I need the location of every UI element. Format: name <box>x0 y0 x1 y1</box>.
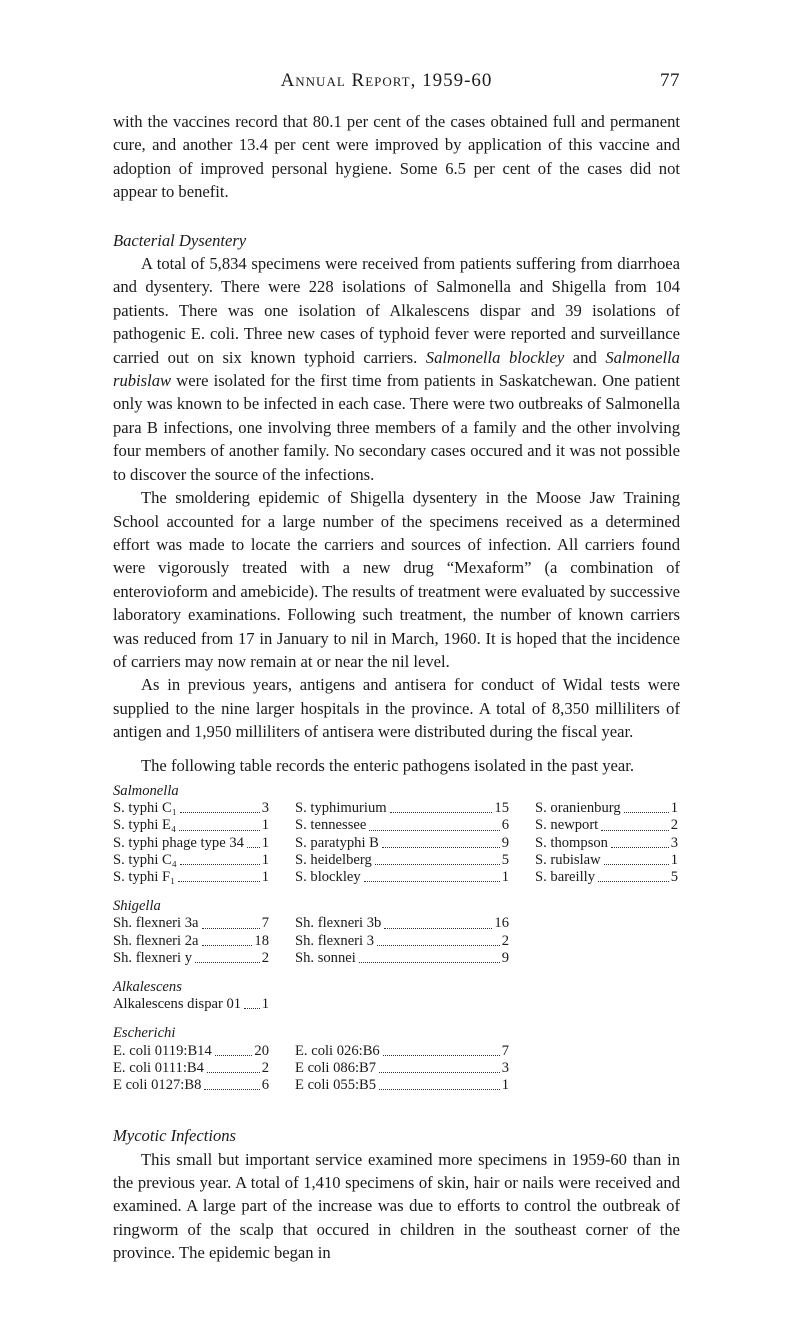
paragraph-vaccines: with the vaccines record that 80.1 per cent of the cases obtained full and permanent cure, and another 13.4 per cent were improved by application of this vaccine and adoption of improved personal hygiene. Some 6.5 per cent of the cases did not appear to benefit. <box>113 112 680 202</box>
pathogen-name: E. coli 0119:B14 <box>113 1042 212 1059</box>
table-row <box>113 915 680 932</box>
isolation-count: 20 <box>254 1042 269 1059</box>
isolation-count: 9 <box>501 834 509 851</box>
dot-leader <box>382 835 500 848</box>
pathogen-entry <box>295 800 509 817</box>
paragraph-antigens: As in previous years, antigens and antisera for conduct of Widal tests were supplied to the nine larger hospitals in the province. A total of 8,350 milliliters of antigen and 1,950 milliliters of antisera were distributed during the fiscal year. <box>113 675 680 742</box>
pathogen-entry <box>113 915 269 932</box>
dot-leader <box>364 869 500 882</box>
table-category-alkalescens: Alkalescens <box>113 979 182 995</box>
pathogen-entry <box>113 1043 269 1060</box>
dot-leader <box>215 1043 253 1056</box>
table-row <box>113 817 680 834</box>
dot-leader <box>179 817 260 830</box>
pathogen-name: S. heidelberg <box>295 851 372 868</box>
dot-leader <box>379 1060 500 1073</box>
pathogen-name: S. typhi phage type 34 <box>113 834 244 851</box>
isolation-count: 1 <box>261 868 269 885</box>
isolation-count: 5 <box>670 868 678 885</box>
table-row <box>113 835 680 852</box>
section-heading-mycotic-infections: Mycotic Infections <box>113 1126 237 1146</box>
page-number: 77 <box>660 70 680 91</box>
paragraph-table-intro: The following table records the enteric pathogens isolated in the past year. <box>141 755 635 775</box>
pathogen-name: E. coli 026:B6 <box>295 1042 380 1059</box>
pathogen-name: Sh. flexneri 3b <box>295 915 382 932</box>
dot-leader <box>247 835 260 848</box>
dot-leader <box>202 915 260 928</box>
dot-leader <box>377 933 500 946</box>
italic-run: Salmonella rubislaw <box>113 347 680 391</box>
isolation-count: 5 <box>501 851 509 868</box>
pathogen-entry <box>295 869 509 886</box>
pathogen-entry <box>295 852 509 869</box>
pathogen-entry <box>295 835 509 852</box>
pathogen-entry <box>113 950 269 967</box>
pathogen-name: E. coli 0111:B4 <box>113 1059 204 1076</box>
isolation-count: 1 <box>501 868 509 885</box>
isolation-count: 1 <box>261 851 269 868</box>
pathogen-entry <box>113 852 269 869</box>
dot-leader <box>180 800 260 813</box>
isolation-count: 1 <box>261 817 269 834</box>
dot-leader <box>611 835 669 848</box>
dot-leader <box>383 1043 500 1056</box>
pathogen-entry <box>535 835 678 852</box>
dot-leader <box>359 950 500 963</box>
isolation-count: 2 <box>261 1059 269 1076</box>
isolation-count: 3 <box>670 834 678 851</box>
pathogen-name: Sh. flexneri y <box>113 949 193 966</box>
isolation-count: 2 <box>501 932 509 949</box>
pathogen-entry <box>535 800 678 817</box>
pathogen-entry <box>113 835 269 852</box>
pathogen-name: E coli 055:B5 <box>295 1077 377 1094</box>
dot-leader <box>390 800 493 813</box>
isolation-count: 2 <box>261 949 269 966</box>
dot-leader <box>601 817 668 830</box>
pathogen-name: S. newport <box>535 817 599 834</box>
report-title: Annual Report, 1959-60 <box>280 70 493 91</box>
pathogen-name: Sh. flexneri 3a <box>113 915 199 932</box>
pathogen-name: S. thompson <box>535 834 608 851</box>
pathogen-name: S. rubislaw <box>535 851 601 868</box>
dot-leader <box>598 869 669 882</box>
dot-leader <box>202 933 253 946</box>
pathogen-entry <box>113 817 269 834</box>
pathogen-entry <box>295 1077 509 1094</box>
pathogen-name: S. blockley <box>295 868 361 885</box>
table-row <box>113 933 680 950</box>
pathogen-entry <box>295 915 509 932</box>
isolation-count: 6 <box>261 1077 269 1094</box>
isolation-count: 18 <box>254 932 269 949</box>
pathogen-entry <box>535 817 678 834</box>
isolation-count: 2 <box>670 817 678 834</box>
pathogen-name: S. typhi C₁ <box>113 800 177 817</box>
isolation-count: 1 <box>261 834 269 851</box>
table-category-escherichi: Escherichi <box>113 1025 176 1042</box>
isolation-count: 6 <box>501 817 509 834</box>
pathogen-entry <box>113 996 269 1013</box>
italic-run: Salmonella blockley <box>425 347 565 367</box>
pathogen-name: Sh. flexneri 2a <box>113 932 199 949</box>
pathogen-entry <box>113 800 269 817</box>
pathogen-name: Sh. flexneri 3 <box>295 932 375 949</box>
isolation-count: 15 <box>494 800 509 817</box>
table-category-shigella: Shigella <box>113 898 161 915</box>
pathogen-entry <box>113 1060 269 1077</box>
paragraph-mycotic: This small but important service examined more specimens in 1959-60 than in the previous year. A total of 1,410 specimens of skin, hair or nails were received and examined. A large part of the increase was due to efforts to control the outbreak of ringworm of the scalp that occured in children in the southeast corner of the province. The epidemic began in <box>113 1149 680 1263</box>
table-row <box>113 1043 680 1060</box>
text-run: A total of 5,834 specimens were received from patients suffering from diarrhoea and dysentery. There were 228 isolations of Salmonella and Shigella from 104 patients. There was one isolation of Alkalescens dispar and 39 isolations of pathogenic E. coli. Three new cases of typhoid fever were reported and surveillance carried out on six known typhoid carriers. <box>113 254 680 367</box>
dot-leader <box>369 817 499 830</box>
body-text <box>113 110 680 1265</box>
isolation-count: 3 <box>501 1059 509 1076</box>
pathogen-entry <box>295 1043 509 1060</box>
paragraph-shigella-epidemic: The smoldering epidemic of Shigella dysentery in the Moose Jaw Training School accounted for a large number of the specimens received as a determined effort was made to locate the carriers and sources of infection. All carriers found were vigorously treated with a new drug “Mexaform” (a combination of enterovioform and amebicide). The results of treatment were evaluated by successive laboratory examinations. Following such treatment, the number of known carriers was reduced from 17 in January to nil in March, 1960. It is hoped that the incidence of carriers may now remain at or near the nil level. <box>113 488 680 671</box>
section-heading-bacterial-dysentery: Bacterial Dysentery <box>113 230 247 250</box>
dot-leader <box>379 1077 500 1090</box>
dot-leader <box>180 852 260 865</box>
pathogen-name: S. typhi F₁ <box>113 868 176 885</box>
pathogen-entry <box>295 1060 509 1077</box>
pathogen-name: S. tennessee <box>295 817 367 834</box>
isolation-count: 16 <box>494 915 509 932</box>
text-run: were isolated for the first time from patients in Saskatchewan. One patient only was known to be infected in each case. There were two outbreaks of Salmonella para B infections, one involving three members of a family and the other involving four members of another family. No secondary cases occured and it was not possible to discover the source of the infections. <box>113 371 680 484</box>
pathogen-name: S. bareilly <box>535 868 595 885</box>
dot-leader <box>195 950 260 963</box>
isolation-count: 3 <box>261 800 269 817</box>
table-row <box>113 950 680 967</box>
dot-leader <box>624 800 669 813</box>
isolation-count: 1 <box>261 996 269 1013</box>
table-row <box>113 996 680 1013</box>
running-header <box>113 70 680 92</box>
dot-leader <box>604 852 669 865</box>
dot-leader <box>384 915 492 928</box>
table-row <box>113 1060 680 1077</box>
table-category-salmonella: Salmonella <box>113 782 179 799</box>
pathogen-name: S. typhi C₄ <box>113 851 177 868</box>
dot-leader <box>207 1060 260 1073</box>
pathogen-name: S. paratyphi B <box>295 834 379 851</box>
text-run: and <box>564 347 606 367</box>
pathogen-entry <box>295 817 509 834</box>
isolation-count: 7 <box>261 915 269 932</box>
isolation-count: 1 <box>670 800 678 817</box>
isolation-count: 1 <box>670 851 678 868</box>
pathogen-name: E coli 086:B7 <box>295 1059 377 1076</box>
pathogen-name: Sh. sonnei <box>295 949 356 966</box>
pathogen-entry <box>535 852 678 869</box>
pathogen-name: S. oranienburg <box>535 800 621 817</box>
isolation-count: 7 <box>501 1042 509 1059</box>
pathogen-name: S. typhi E₄ <box>113 817 177 834</box>
table-row <box>113 1077 680 1094</box>
paragraph-specimens <box>113 252 680 486</box>
pathogen-entry <box>113 869 269 886</box>
pathogen-name: E coli 0127:B8 <box>113 1077 202 1094</box>
pathogen-entry <box>295 933 509 950</box>
isolation-count: 1 <box>501 1077 509 1094</box>
dot-leader <box>204 1077 259 1090</box>
pathogen-name: S. typhimurium <box>295 800 387 817</box>
table-row <box>113 852 680 869</box>
table-row <box>113 869 680 886</box>
pathogen-entry <box>113 1077 269 1094</box>
dot-leader <box>178 869 259 882</box>
pathogen-name: Alkalescens dispar 01 <box>113 996 242 1013</box>
pathogen-entry <box>295 950 509 967</box>
pathogen-table <box>113 783 680 1094</box>
pathogen-entry <box>535 869 678 886</box>
isolation-count: 9 <box>501 949 509 966</box>
table-row <box>113 800 680 817</box>
dot-leader <box>375 852 500 865</box>
pathogen-entry <box>113 933 269 950</box>
dot-leader <box>244 996 260 1009</box>
